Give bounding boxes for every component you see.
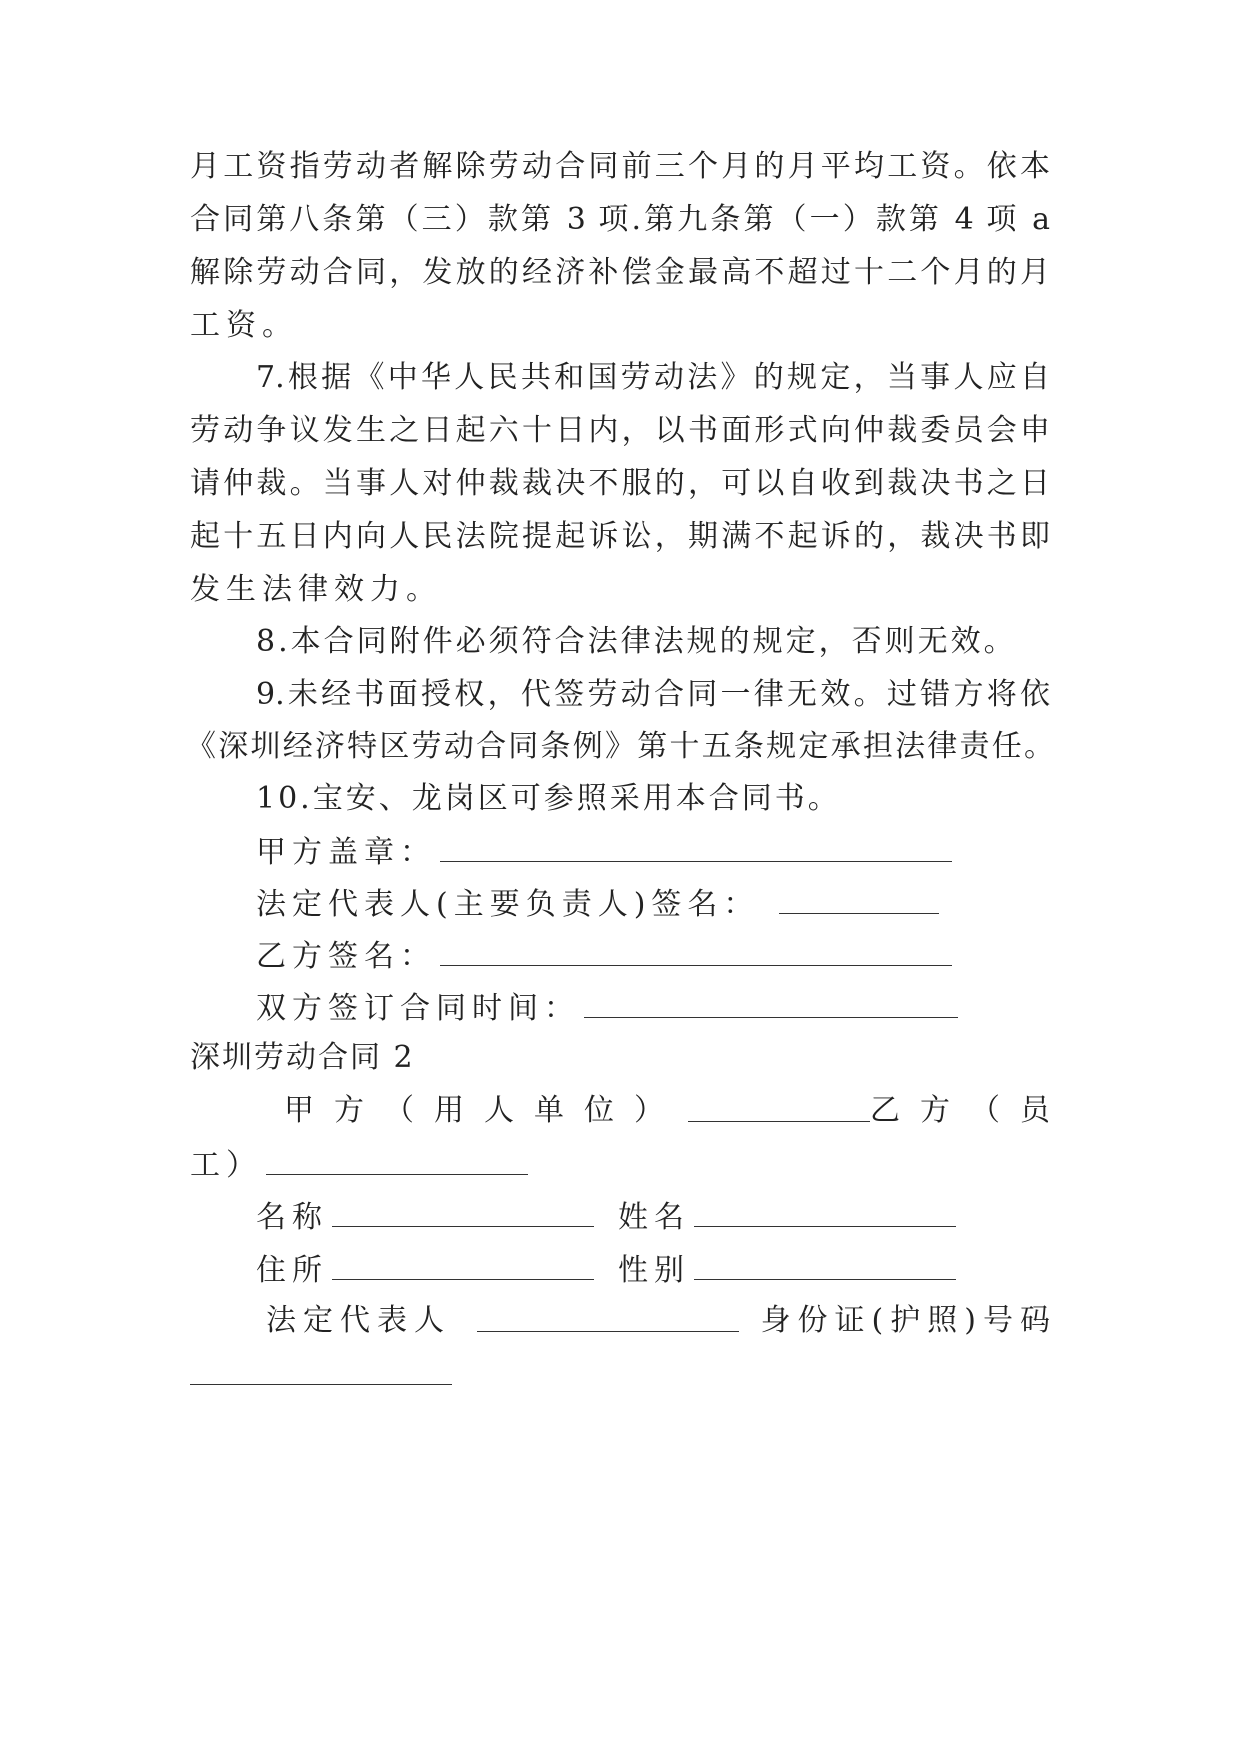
text-line: 9.未经书面授权，代签劳动合同一律无效。过错方将依 [256, 677, 1050, 712]
company-name-field[interactable] [332, 1196, 594, 1227]
text-line: 8.本合同附件必须符合法律法规的规定，否则无效。 [256, 624, 1017, 659]
party-b-field[interactable] [266, 1144, 528, 1175]
address-label: 住所 [256, 1253, 328, 1288]
text-line: 10.宝安、龙岗区可参照采用本合同书。 [256, 781, 841, 816]
text-line: 7.根据《中华人民共和国劳动法》的规定，当事人应自 [256, 360, 1050, 395]
text-line: 月工资指劳动者解除劳动合同前三个月的月平均工资。依本 [190, 149, 1050, 184]
legal-rep-sign-field[interactable] [779, 883, 939, 914]
party-b-label-start: 乙方（员 [870, 1093, 1070, 1128]
text-line: 起十五日内向人民法院提起诉讼，期满不起诉的，裁决书即 [190, 519, 1050, 554]
id-number-field[interactable] [190, 1354, 452, 1385]
party-b-sign-label: 乙方签名： [256, 939, 436, 974]
party-a-seal-field[interactable] [440, 831, 952, 862]
id-number-line [190, 1354, 1050, 1394]
company-name-label: 名称 [256, 1200, 328, 1235]
gender-field[interactable] [694, 1249, 956, 1280]
employee-name-label: 姓名 [618, 1200, 690, 1235]
text-line: 劳动争议发生之日起六十日内，以书面形式向仲裁委员会申 [190, 413, 1050, 448]
party-b-sign-field[interactable] [440, 935, 952, 966]
party-b-sign-line [256, 935, 1050, 975]
address-row [256, 1249, 1050, 1289]
id-number-label: 身份证(护照)号码 [760, 1303, 1057, 1338]
address-field[interactable] [332, 1249, 594, 1280]
text-line: 发生法律效力。 [190, 572, 442, 607]
text-line: 《深圳经济特区劳动合同条例》第十五条规定承担法律责任。 [186, 729, 1054, 764]
sign-date-label: 双方签订合同时间： [256, 991, 580, 1026]
party-a-field[interactable] [688, 1091, 870, 1122]
text-line: 请仲裁。当事人对仲裁裁决不服的，可以自收到裁决书之日 [190, 466, 1050, 501]
text-line: 解除劳动合同，发放的经济补偿金最高不超过十二个月的月 [190, 255, 1050, 290]
gender-label: 性别 [618, 1253, 690, 1288]
sign-date-line [256, 987, 1050, 1027]
text-line: 工资。 [190, 308, 298, 343]
party-line [284, 1091, 1070, 1131]
legal-rep-field[interactable] [477, 1301, 739, 1332]
party-a-seal-line [256, 831, 1050, 871]
text-line: 合同第八条第（三）款第 3 项.第九条第（一）款第 4 项 a [190, 202, 1050, 237]
name-row [256, 1196, 1050, 1236]
party-a-label: 甲方（用人单位） [284, 1093, 684, 1128]
legal-rep-row [266, 1301, 1057, 1341]
legal-rep-label: 法定代表人 [266, 1303, 451, 1338]
party-b-label-end: 工） [190, 1148, 262, 1183]
sign-date-field[interactable] [584, 987, 958, 1018]
legal-rep-sign-line [256, 883, 1050, 923]
party-a-seal-label: 甲方盖章： [256, 835, 436, 870]
legal-rep-sign-label: 法定代表人(主要负责人)签名： [256, 887, 760, 922]
contract2-title: 深圳劳动合同 2 [190, 1040, 415, 1075]
employee-name-field[interactable] [694, 1196, 956, 1227]
party-b-line [190, 1144, 1050, 1184]
